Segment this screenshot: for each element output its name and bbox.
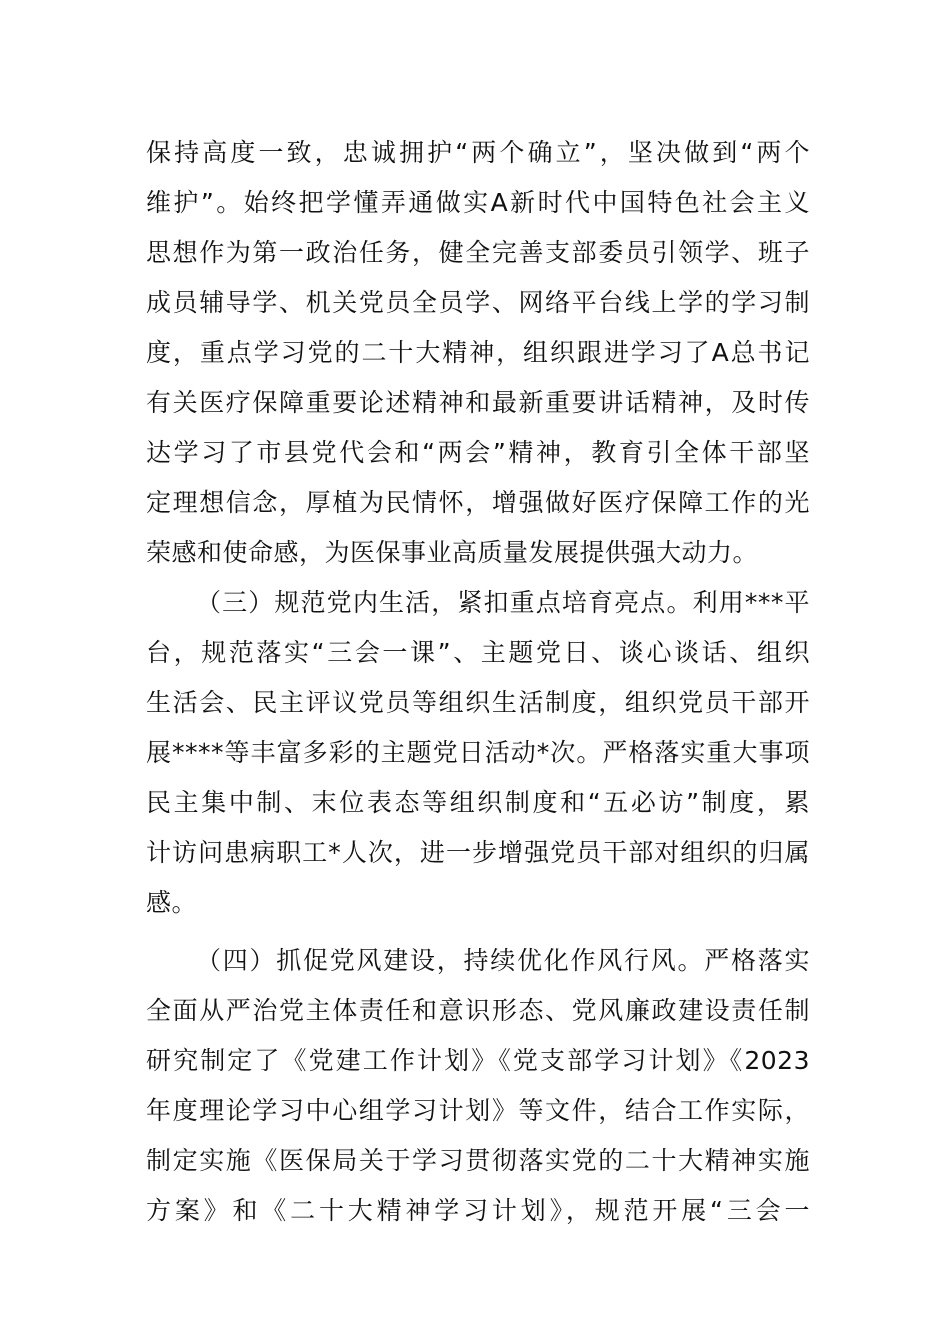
text-line: 研究制定了《党建工作计划》《党支部学习计划》《2023 [146, 1046, 810, 1075]
text-line: 年度理论学习中心组学习计划》等文件，结合工作实际， [146, 1096, 810, 1125]
paragraph-1 [146, 128, 810, 578]
text-line: 民主集中制、末位表态等组织制度和“五必访”制度，累 [146, 788, 810, 817]
text-line: 荣感和使命感，为医保事业高质量发展提供强大动力。 [146, 538, 759, 567]
text-line: 保持高度一致，忠诚拥护“两个确立”，坚决做到“两个 [146, 138, 810, 167]
text-line: 计访问患病职工*人次，进一步增强党员干部对组织的归属 [146, 838, 810, 867]
text-line: 达学习了市县党代会和“两会”精神，教育引全体干部坚 [146, 438, 810, 467]
document-body [146, 128, 810, 1236]
paragraph-2 [146, 578, 810, 928]
text-line: 有关医疗保障重要论述精神和最新重要讲话精神，及时传 [146, 388, 810, 417]
text-line: 感。 [146, 888, 198, 917]
text-line: 全面从严治党主体责任和意识形态、党风廉政建设责任制 [146, 996, 810, 1025]
text-line: 思想作为第一政治任务，健全完善支部委员引领学、班子 [146, 238, 810, 267]
paragraph-3 [146, 936, 810, 1236]
text-line: 展****等丰富多彩的主题党日活动*次。严格落实重大事项 [146, 738, 810, 767]
text-line: 成员辅导学、机关党员全员学、网络平台线上学的学习制 [146, 288, 810, 317]
text-line: 维护”。始终把学懂弄通做实A新时代中国特色社会主义 [146, 188, 810, 217]
text-line: 生活会、民主评议党员等组织生活制度，组织党员干部开 [146, 688, 810, 717]
text-line: 定理想信念，厚植为民情怀，增强做好医疗保障工作的光 [146, 488, 810, 517]
text-line: （三）规范党内生活，紧扣重点培育亮点。利用***平 [196, 588, 810, 617]
text-line: 台，规范落实“三会一课”、主题党日、谈心谈话、组织 [146, 638, 810, 667]
text-line: 制定实施《医保局关于学习贯彻落实党的二十大精神实施 [146, 1146, 810, 1175]
text-line: 度，重点学习党的二十大精神，组织跟进学习了A总书记 [146, 338, 810, 367]
text-line: 方案》和《二十大精神学习计划》，规范开展“三会一 [146, 1196, 810, 1225]
text-line: （四）抓促党风建设，持续优化作风行风。严格落实 [196, 946, 810, 975]
